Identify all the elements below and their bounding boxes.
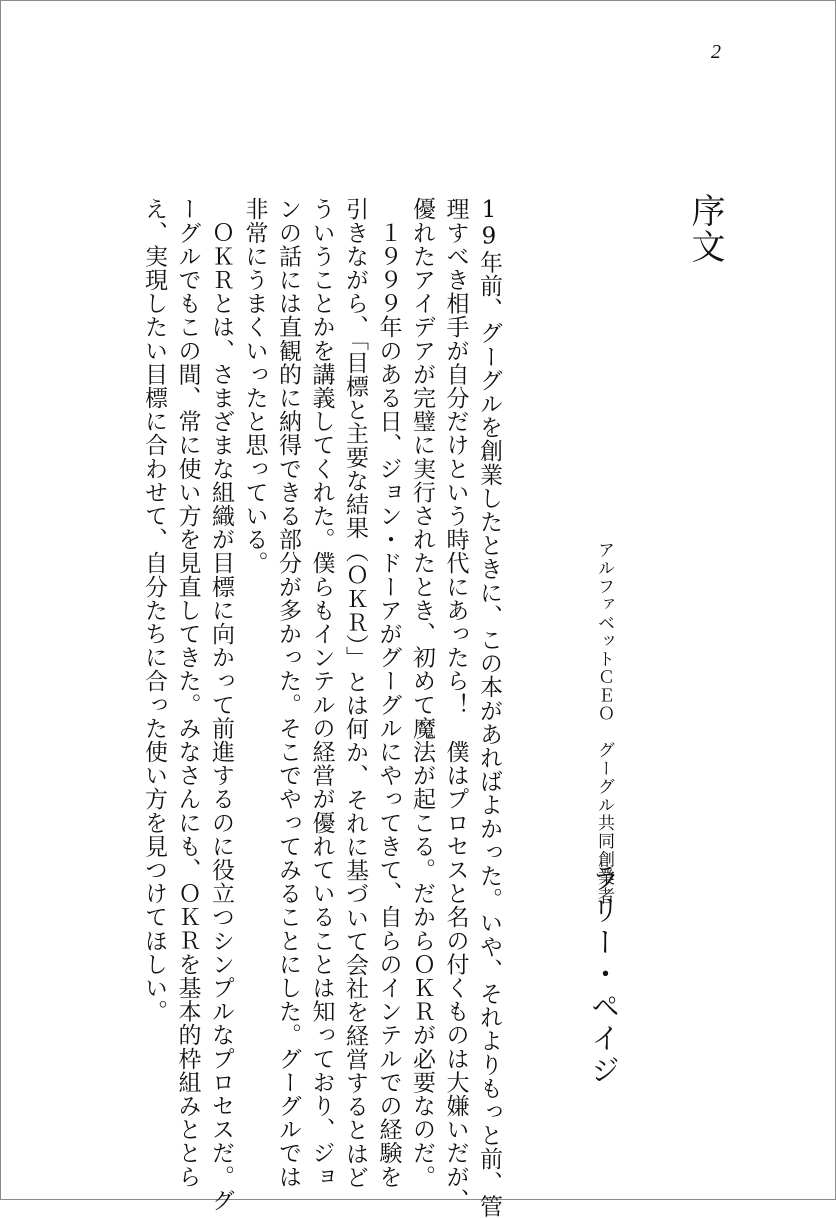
body-line: 非常にうまくいったと思っている。 bbox=[241, 197, 268, 575]
page-number: 2 bbox=[711, 41, 721, 63]
body-line: １９９９年のある日、ジョン・ドーアがグーグルにやってきて、自らのインテルでの経験を bbox=[375, 197, 402, 1189]
body-line: ンの話には直観的に納得できる部分が多かった。そこでやってみることにした。グーグルでは bbox=[275, 197, 301, 1189]
body-line: ういうことかを講義してくれた。僕らもインテルの経営が優れていることは知っており、ジョ bbox=[308, 197, 335, 1189]
body-line: ーグルでもこの間、常に使い方を見直してきた。みなさんにも、ＯＫＲを基本的枠組みととら bbox=[174, 197, 201, 1189]
body-line: 理すべき相手が自分だけという時代にあったら！ 僕はプロセスと名の付くものは大嫌いだが、 bbox=[442, 197, 469, 1212]
body-line: 優れたアイデアが完璧に実行されたとき、初めて魔法が起こる。だからＯＫＲが必要なのだ。 bbox=[409, 197, 435, 1189]
body-line: ＯＫＲとは、さまざまな組織が目標に向かって前進するのに役立つシンプルなプロセスだ。グ bbox=[208, 197, 234, 1212]
author-role: アルファベットＣＥＯ グーグル共同創業者 bbox=[594, 541, 614, 905]
author-name: ラリー・ペイジ bbox=[587, 863, 621, 1087]
body-text bbox=[137, 197, 506, 1218]
body-line: え、実現したい目標に合わせて、自分たちに合った使い方を見つけてほしい。 bbox=[141, 197, 167, 1023]
body-line: 19年前、グーグルを創業したときに、この本があればよかった。いや、それよりもっと前、管 bbox=[476, 197, 502, 1218]
body-line: 引きながら、「目標と主要な結果（ＯＫＲ）」とは何か、それに基づいて会社を経営するとはど bbox=[342, 197, 368, 1189]
chapter-title: 序文 bbox=[685, 193, 725, 265]
